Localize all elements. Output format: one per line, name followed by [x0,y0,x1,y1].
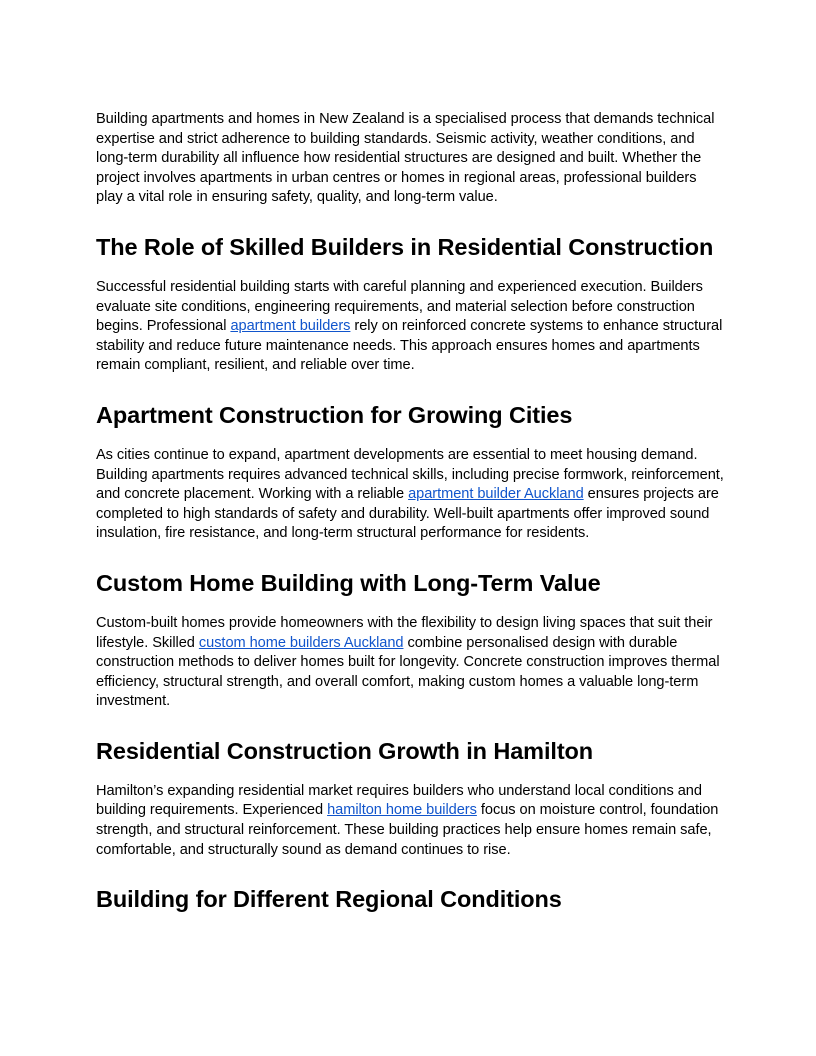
heading-regional-conditions: Building for Different Regional Conditions [96,886,562,913]
paragraph-text-after-link: focus on moisture control, foundation strength, and structural reinforcement. These building practices help ensure homes remain safe, comfortable, and structurally sound as demand continues to rise. [96,802,719,858]
paragraph-text-before-link: Custom-built homes provide homeowners with the flexibility to design living spaces that suit their lifestyle. Skilled [96,614,713,651]
document-page [96,110,726,914]
link-custom-home-builders-auckland[interactable]: custom home builders Auckland [198,634,404,651]
link-hamilton-home-builders[interactable]: hamilton home builders [327,802,477,819]
heading-hamilton-growth: Residential Construction Growth in Hamilton [96,737,594,764]
paragraph-custom-home-building [96,614,726,712]
paragraph-text-before-link: Hamilton’s expanding residential market requires builders who understand local conditions and building requirements. Experienced [96,782,702,819]
paragraph-text-before-link: As cities continue to expand, apartment developments are essential to meet housing demand. Building apartments requires advanced technical skills, including precise formwork, reinforcement, and concrete placement. Working with a reliable [96,446,724,503]
link-apartment-builders[interactable]: apartment builders [230,318,351,335]
paragraph-text-after-link: combine personalised design with durable construction methods to deliver homes built for longevity. Concrete construction improves thermal efficiency, structural strength, and overall comfort, making custom homes a valuable long-term investment. [96,634,720,710]
intro-paragraph: Building apartments and homes in New Zealand is a specialised process that demands technical expertise and strict adherence to building standards. Seismic activity, weather conditions, and long-term durability all influence how residential structures are designed and built. Whether the project involves apartments in urban centres or homes in regional areas, professional builders play a vital role in ensuring safety, quality, and long-term value. [96,111,715,206]
link-apartment-builder-auckland[interactable]: apartment builder Auckland [408,486,584,503]
paragraph-apartment-construction [96,446,726,544]
heading-custom-home-building: Custom Home Building with Long-Term Value [96,569,601,596]
paragraph-text-before-link: Successful residential building starts with careful planning and experienced execution. Builders evaluate site conditions, engineering requirements, and material selection before construction begins. Professional [96,278,703,335]
paragraph-hamilton-growth [96,782,726,860]
paragraph-text-after-link: rely on reinforced concrete systems to enhance structural stability and reduce future maintenance needs. This approach ensures homes and apartments remain compliant, resilient, and reliable over time. [96,318,723,374]
heading-role-of-skilled-builders: The Role of Skilled Builders in Residential Construction [96,233,714,260]
paragraph-role-of-skilled-builders [96,278,726,376]
heading-apartment-construction: Apartment Construction for Growing Cities [96,401,573,428]
paragraph-text-after-link: ensures projects are completed to high standards of safety and durability. Well-built apartments offer improved sound insulation, fire resistance, and long-term structural performance for residents. [96,486,719,542]
